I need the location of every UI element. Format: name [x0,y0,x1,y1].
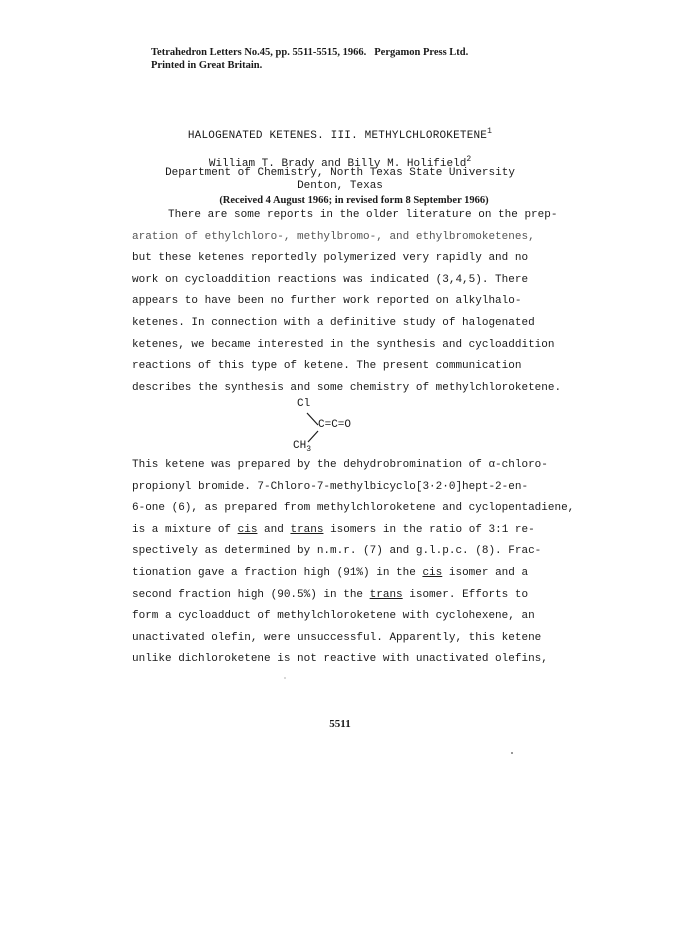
journal-header [151,46,468,72]
paragraph-synthesis [132,455,575,671]
text-line: work on cycloaddition reactions was indicated (3,4,5). There [132,273,529,286]
text-line: unlike dichloroketene is not reactive with unactivated olefins, [132,653,548,666]
city: Denton, Texas [297,180,383,192]
methyl-group: $CH_3$ [293,440,312,455]
title-footnote-marker: 1 [487,127,493,136]
text-line: This ketene was prepared by the dehydrobromination of α-chloro- [132,459,548,471]
printed-in: Printed in Great Britain. [151,60,263,71]
paragraph-intro [132,205,562,399]
department: Department of Chemistry, North Texas State University [165,167,515,179]
chlorine-atom: Cl [297,398,311,410]
cis-term: cis [237,523,258,536]
author-footnote-marker: 2 [466,155,472,164]
trans-term: trans [290,523,324,536]
text-line: tionation gave a fraction high (91%) in the cis isomer and a [132,566,529,579]
chemical-structure [290,398,410,458]
received-dates: (Received 4 August 1966; in revised form 8 September 1966) [219,195,489,206]
text-line: second fraction high (90.5%) in the trans isomer. Efforts to [132,588,529,601]
page-number: 5511 [329,718,351,730]
text-line: form a cycloadduct of methylchloroketene with cyclohexene, an [132,610,535,623]
text-line: is a mixture of cis and trans isomers in the ratio of 3:1 re- [132,523,535,536]
text-line: ketenes, we became interested in the synthesis and cycloaddition [132,338,555,351]
publisher: Pergamon Press Ltd. [374,47,469,58]
article-title: HALOGENATED KETENES. III. METHYLCHLOROKETENE$^1$ [187,127,493,142]
text-line: spectively as determined by n.m.r. (7) and g.l.p.c. (8). Frac- [132,545,542,558]
cis-term: cis [422,566,443,579]
ketene-core: C=C=O [318,419,352,431]
text-line: appears to have been no further work reported on alkylhalo- [132,295,522,308]
text-line: describes the synthesis and some chemistry of methylchloroketene. [132,381,562,394]
text-line: reactions of this type of ketene. The present communication [132,360,522,373]
text-line: aration of ethylchloro-, methylbromo-, and ethylbromoketenes, [132,230,535,243]
text-line: propionyl bromide. 7-Chloro-7-methylbicyclo[3·2·0]hept-2-en- [132,480,529,493]
trans-term: trans [369,588,403,601]
authors: William T. Brady and Billy M. Holifield$^2$ [208,155,472,170]
text-line: but these ketenes reportedly polymerized very rapidly and no [132,252,529,265]
text-line: ketenes. In connection with a definitive study of halogenated [132,316,535,329]
scan-speck [511,752,513,754]
text-line: unactivated olefin, were unsuccessful. Apparently, this ketene [132,631,542,644]
scan-speck [284,677,286,679]
text-line: 6-one (6), as prepared from methylchloroketene and cyclopentadiene, [132,502,575,515]
journal-citation: Tetrahedron Letters No.45, pp. 5511-5515, 1966. Pergamon Press Ltd. [151,47,469,58]
text-line: There are some reports in the older literature on the prep- [168,209,558,221]
